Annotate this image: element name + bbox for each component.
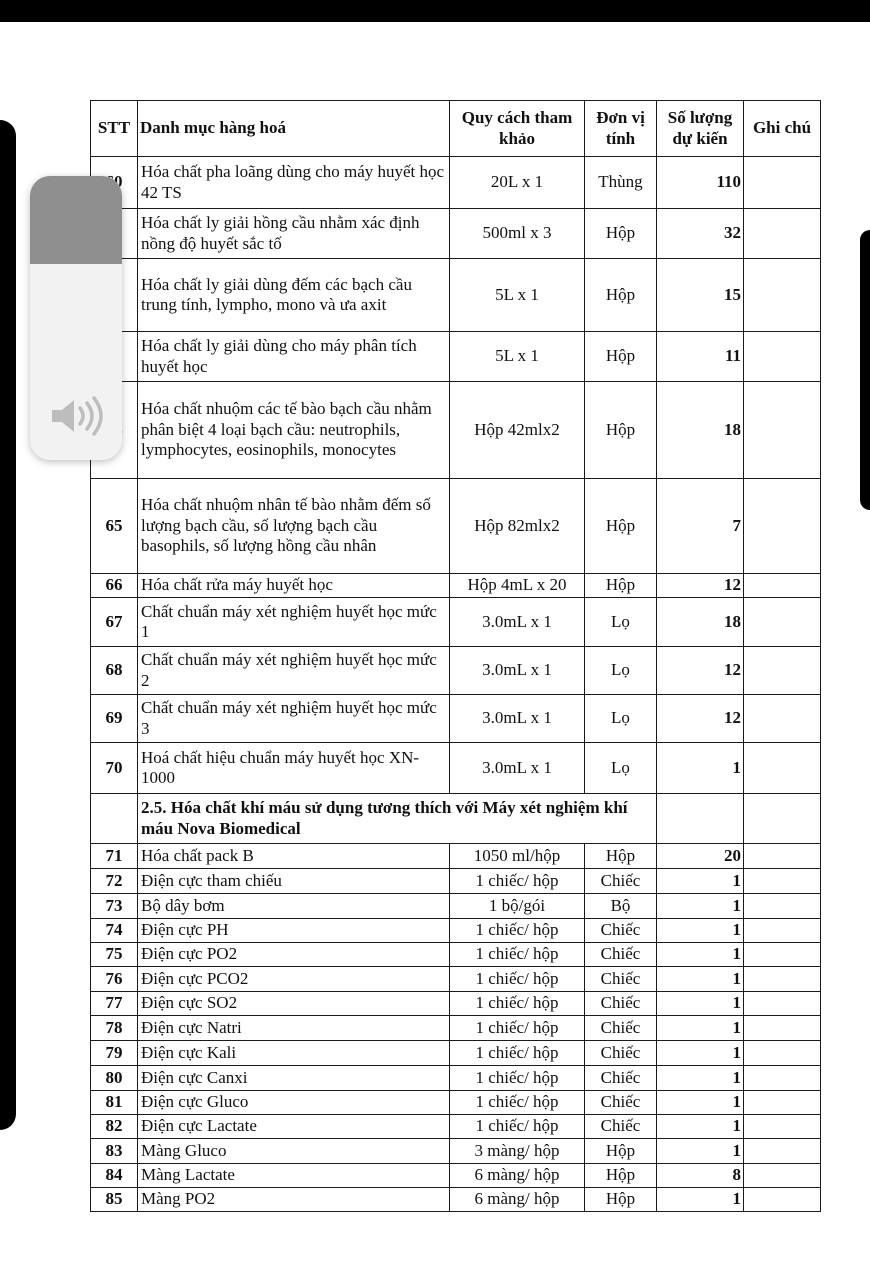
cell-note bbox=[744, 967, 821, 992]
table-row bbox=[91, 992, 821, 1016]
cell-name: Hóa chất pack B bbox=[138, 844, 450, 869]
cell-qty: 18 bbox=[657, 598, 744, 647]
cell-spec: 6 màng/ hộp bbox=[450, 1188, 585, 1212]
table-row bbox=[91, 332, 821, 382]
header-qty: Số lượng dự kiến bbox=[657, 101, 744, 157]
cell-note bbox=[744, 1016, 821, 1041]
cell-name: Điện cực PCO2 bbox=[138, 967, 450, 992]
table-row bbox=[91, 1164, 821, 1188]
cell-unit: Hộp bbox=[585, 382, 657, 479]
cell-note bbox=[744, 943, 821, 967]
cell-note bbox=[744, 869, 821, 894]
cell-qty: 18 bbox=[657, 382, 744, 479]
cell-name: Điện cực Gluco bbox=[138, 1091, 450, 1115]
cell-name: Bộ dây bơm bbox=[138, 894, 450, 919]
cell-note bbox=[744, 1041, 821, 1066]
cell-spec: 1 chiếc/ hộp bbox=[450, 943, 585, 967]
table-row bbox=[91, 598, 821, 647]
cell-qty: 8 bbox=[657, 1164, 744, 1188]
table-row bbox=[91, 1139, 821, 1164]
cell-qty: 1 bbox=[657, 919, 744, 943]
cell-qty: 1 bbox=[657, 967, 744, 992]
header-unit: Đơn vị tính bbox=[585, 101, 657, 157]
cell-spec: 3 màng/ hộp bbox=[450, 1139, 585, 1164]
goods-table bbox=[90, 100, 821, 1212]
table-body-hematology bbox=[91, 157, 821, 794]
cell-unit: Hộp bbox=[585, 844, 657, 869]
cell-unit: Chiếc bbox=[585, 1091, 657, 1115]
cell-unit: Bộ bbox=[585, 894, 657, 919]
table-row bbox=[91, 1091, 821, 1115]
cell-name: Màng PO2 bbox=[138, 1188, 450, 1212]
cell-spec: 1 chiếc/ hộp bbox=[450, 1016, 585, 1041]
cell-qty: 1 bbox=[657, 1016, 744, 1041]
table-row bbox=[91, 1016, 821, 1041]
cell-note bbox=[744, 647, 821, 695]
section-row bbox=[91, 794, 821, 844]
cell-stt: 73 bbox=[91, 894, 138, 919]
cell-spec: 1 chiếc/ hộp bbox=[450, 992, 585, 1016]
section-qty-cell bbox=[657, 794, 744, 844]
cell-unit: Hộp bbox=[585, 1164, 657, 1188]
cell-spec: 3.0mL x 1 bbox=[450, 598, 585, 647]
cell-note bbox=[744, 598, 821, 647]
cell-note bbox=[744, 332, 821, 382]
cell-name: Điện cực PH bbox=[138, 919, 450, 943]
cell-unit: Chiếc bbox=[585, 919, 657, 943]
cell-note bbox=[744, 209, 821, 259]
header-stt: STT bbox=[91, 101, 138, 157]
cell-stt: 70 bbox=[91, 743, 138, 794]
cell-note bbox=[744, 1164, 821, 1188]
cell-spec: 3.0mL x 1 bbox=[450, 647, 585, 695]
cell-unit: Hộp bbox=[585, 574, 657, 598]
cell-name: Điện cực Kali bbox=[138, 1041, 450, 1066]
table-row bbox=[91, 259, 821, 332]
cell-name: Chất chuẩn máy xét nghiệm huyết học mức 1 bbox=[138, 598, 450, 647]
cell-name: Hóa chất nhuộm nhân tế bào nhằm đếm số lượng bạch cầu, số lượng bạch cầu basophils, số lượng hồng cầu nhân bbox=[138, 479, 450, 574]
cell-qty: 1 bbox=[657, 1188, 744, 1212]
cell-spec: 5L x 1 bbox=[450, 259, 585, 332]
table-header-row bbox=[91, 101, 821, 157]
volume-level-fill bbox=[30, 176, 122, 264]
cell-name: Điện cực SO2 bbox=[138, 992, 450, 1016]
speaker-volume-icon bbox=[48, 396, 104, 436]
table-row bbox=[91, 1041, 821, 1066]
cell-stt: 78 bbox=[91, 1016, 138, 1041]
table-body-section bbox=[91, 794, 821, 844]
cell-spec: Hộp 42mlx2 bbox=[450, 382, 585, 479]
cell-spec: 20L x 1 bbox=[450, 157, 585, 209]
cell-qty: 1 bbox=[657, 894, 744, 919]
cell-name: Điện cực Natri bbox=[138, 1016, 450, 1041]
cell-qty: 12 bbox=[657, 574, 744, 598]
cell-unit: Chiếc bbox=[585, 1066, 657, 1091]
cell-unit: Thùng bbox=[585, 157, 657, 209]
cell-unit: Chiếc bbox=[585, 1016, 657, 1041]
cell-spec: 1 chiếc/ hộp bbox=[450, 869, 585, 894]
cell-stt: 75 bbox=[91, 943, 138, 967]
cell-spec: 500ml x 3 bbox=[450, 209, 585, 259]
table-row bbox=[91, 844, 821, 869]
cell-stt: 77 bbox=[91, 992, 138, 1016]
cell-spec: 3.0mL x 1 bbox=[450, 695, 585, 743]
cell-stt: 71 bbox=[91, 844, 138, 869]
cell-qty: 1 bbox=[657, 1066, 744, 1091]
cell-stt: 74 bbox=[91, 919, 138, 943]
cell-stt: 69 bbox=[91, 695, 138, 743]
cell-name: Chất chuẩn máy xét nghiệm huyết học mức 3 bbox=[138, 695, 450, 743]
table-row bbox=[91, 1066, 821, 1091]
cell-stt: 84 bbox=[91, 1164, 138, 1188]
volume-overlay[interactable] bbox=[30, 176, 122, 460]
cell-stt: 81 bbox=[91, 1091, 138, 1115]
cell-spec: 1 chiếc/ hộp bbox=[450, 1091, 585, 1115]
cell-qty: 1 bbox=[657, 992, 744, 1016]
screen-edge-right bbox=[860, 230, 870, 510]
cell-spec: 3.0mL x 1 bbox=[450, 743, 585, 794]
table-row bbox=[91, 919, 821, 943]
cell-qty: 32 bbox=[657, 209, 744, 259]
cell-qty: 20 bbox=[657, 844, 744, 869]
cell-name: Điện cực tham chiếu bbox=[138, 869, 450, 894]
table-row bbox=[91, 743, 821, 794]
cell-name: Hóa chất pha loãng dùng cho máy huyết học 42 TS bbox=[138, 157, 450, 209]
cell-qty: 15 bbox=[657, 259, 744, 332]
cell-stt: 83 bbox=[91, 1139, 138, 1164]
cell-unit: Chiếc bbox=[585, 967, 657, 992]
cell-qty: 11 bbox=[657, 332, 744, 382]
cell-spec: 1050 ml/hộp bbox=[450, 844, 585, 869]
cell-name: Hóa chất rửa máy huyết học bbox=[138, 574, 450, 598]
cell-unit: Chiếc bbox=[585, 1041, 657, 1066]
cell-name: Điện cực Canxi bbox=[138, 1066, 450, 1091]
cell-spec: 1 chiếc/ hộp bbox=[450, 1041, 585, 1066]
cell-note bbox=[744, 382, 821, 479]
cell-qty: 1 bbox=[657, 743, 744, 794]
cell-name: Điện cực Lactate bbox=[138, 1115, 450, 1139]
cell-name: Màng Lactate bbox=[138, 1164, 450, 1188]
cell-stt: 76 bbox=[91, 967, 138, 992]
table-row bbox=[91, 967, 821, 992]
section-note-cell bbox=[744, 794, 821, 844]
cell-stt: 80 bbox=[91, 1066, 138, 1091]
cell-note bbox=[744, 894, 821, 919]
cell-qty: 1 bbox=[657, 869, 744, 894]
cell-name: Điện cực PO2 bbox=[138, 943, 450, 967]
table-row bbox=[91, 479, 821, 574]
cell-unit: Hộp bbox=[585, 1188, 657, 1212]
cell-note bbox=[744, 992, 821, 1016]
cell-stt: 66 bbox=[91, 574, 138, 598]
table-row bbox=[91, 209, 821, 259]
table-row bbox=[91, 1188, 821, 1212]
cell-spec: 5L x 1 bbox=[450, 332, 585, 382]
cell-unit: Hộp bbox=[585, 332, 657, 382]
cell-qty: 1 bbox=[657, 943, 744, 967]
cell-spec: 6 màng/ hộp bbox=[450, 1164, 585, 1188]
cell-qty: 12 bbox=[657, 695, 744, 743]
cell-unit: Hộp bbox=[585, 259, 657, 332]
section-stt-cell bbox=[91, 794, 138, 844]
screen-edge-left bbox=[0, 120, 16, 1130]
cell-note bbox=[744, 1115, 821, 1139]
table-row bbox=[91, 894, 821, 919]
cell-unit: Hộp bbox=[585, 1139, 657, 1164]
cell-name: Hoá chất hiệu chuẩn máy huyết học XN-1000 bbox=[138, 743, 450, 794]
header-spec: Quy cách tham khảo bbox=[450, 101, 585, 157]
cell-spec: Hộp 82mlx2 bbox=[450, 479, 585, 574]
table-row bbox=[91, 695, 821, 743]
cell-unit: Lọ bbox=[585, 647, 657, 695]
cell-qty: 1 bbox=[657, 1041, 744, 1066]
cell-spec: 1 bộ/gói bbox=[450, 894, 585, 919]
cell-note bbox=[744, 259, 821, 332]
table-row bbox=[91, 574, 821, 598]
cell-qty: 1 bbox=[657, 1091, 744, 1115]
cell-unit: Chiếc bbox=[585, 992, 657, 1016]
cell-note bbox=[744, 743, 821, 794]
cell-name: Hóa chất nhuộm các tế bào bạch cầu nhằm phân biệt 4 loại bạch cầu: neutrophils, lymphocytes, eosinophils, monocytes bbox=[138, 382, 450, 479]
table-row bbox=[91, 157, 821, 209]
cell-note bbox=[744, 1066, 821, 1091]
cell-unit: Chiếc bbox=[585, 943, 657, 967]
header-name: Danh mục hàng hoá bbox=[138, 101, 450, 157]
cell-spec: 1 chiếc/ hộp bbox=[450, 967, 585, 992]
table-row bbox=[91, 869, 821, 894]
cell-qty: 1 bbox=[657, 1139, 744, 1164]
cell-name: Chất chuẩn máy xét nghiệm huyết học mức 2 bbox=[138, 647, 450, 695]
cell-note bbox=[744, 1091, 821, 1115]
cell-note bbox=[744, 1188, 821, 1212]
cell-spec: Hộp 4mL x 20 bbox=[450, 574, 585, 598]
cell-name: Hóa chất ly giải hồng cầu nhằm xác định nồng độ huyết sắc tố bbox=[138, 209, 450, 259]
cell-stt: 68 bbox=[91, 647, 138, 695]
cell-spec: 1 chiếc/ hộp bbox=[450, 1115, 585, 1139]
cell-note bbox=[744, 157, 821, 209]
cell-note bbox=[744, 1139, 821, 1164]
table-row bbox=[91, 382, 821, 479]
cell-spec: 1 chiếc/ hộp bbox=[450, 919, 585, 943]
header-note: Ghi chú bbox=[744, 101, 821, 157]
cell-unit: Lọ bbox=[585, 695, 657, 743]
table-row bbox=[91, 943, 821, 967]
cell-qty: 110 bbox=[657, 157, 744, 209]
table-row bbox=[91, 1115, 821, 1139]
cell-unit: Chiếc bbox=[585, 869, 657, 894]
cell-stt: 79 bbox=[91, 1041, 138, 1066]
cell-unit: Chiếc bbox=[585, 1115, 657, 1139]
cell-unit: Lọ bbox=[585, 598, 657, 647]
cell-note bbox=[744, 479, 821, 574]
cell-stt: 82 bbox=[91, 1115, 138, 1139]
cell-note bbox=[744, 919, 821, 943]
cell-stt: 65 bbox=[91, 479, 138, 574]
cell-stt: 85 bbox=[91, 1188, 138, 1212]
cell-stt: 67 bbox=[91, 598, 138, 647]
cell-qty: 1 bbox=[657, 1115, 744, 1139]
cell-unit: Lọ bbox=[585, 743, 657, 794]
table-row bbox=[91, 647, 821, 695]
cell-qty: 12 bbox=[657, 647, 744, 695]
cell-stt: 72 bbox=[91, 869, 138, 894]
cell-unit: Hộp bbox=[585, 209, 657, 259]
cell-name: Hóa chất ly giải dùng đếm các bạch cầu trung tính, lympho, mono và ưa axit bbox=[138, 259, 450, 332]
section-title: 2.5. Hóa chất khí máu sử dụng tương thích với Máy xét nghiệm khí máu Nova Biomedical bbox=[138, 794, 657, 844]
cell-name: Màng Gluco bbox=[138, 1139, 450, 1164]
cell-note bbox=[744, 574, 821, 598]
status-bar bbox=[0, 0, 870, 22]
table-body-blood-gas bbox=[91, 844, 821, 1212]
cell-note bbox=[744, 695, 821, 743]
cell-spec: 1 chiếc/ hộp bbox=[450, 1066, 585, 1091]
cell-name: Hóa chất ly giải dùng cho máy phân tích huyết học bbox=[138, 332, 450, 382]
cell-qty: 7 bbox=[657, 479, 744, 574]
cell-unit: Hộp bbox=[585, 479, 657, 574]
cell-note bbox=[744, 844, 821, 869]
